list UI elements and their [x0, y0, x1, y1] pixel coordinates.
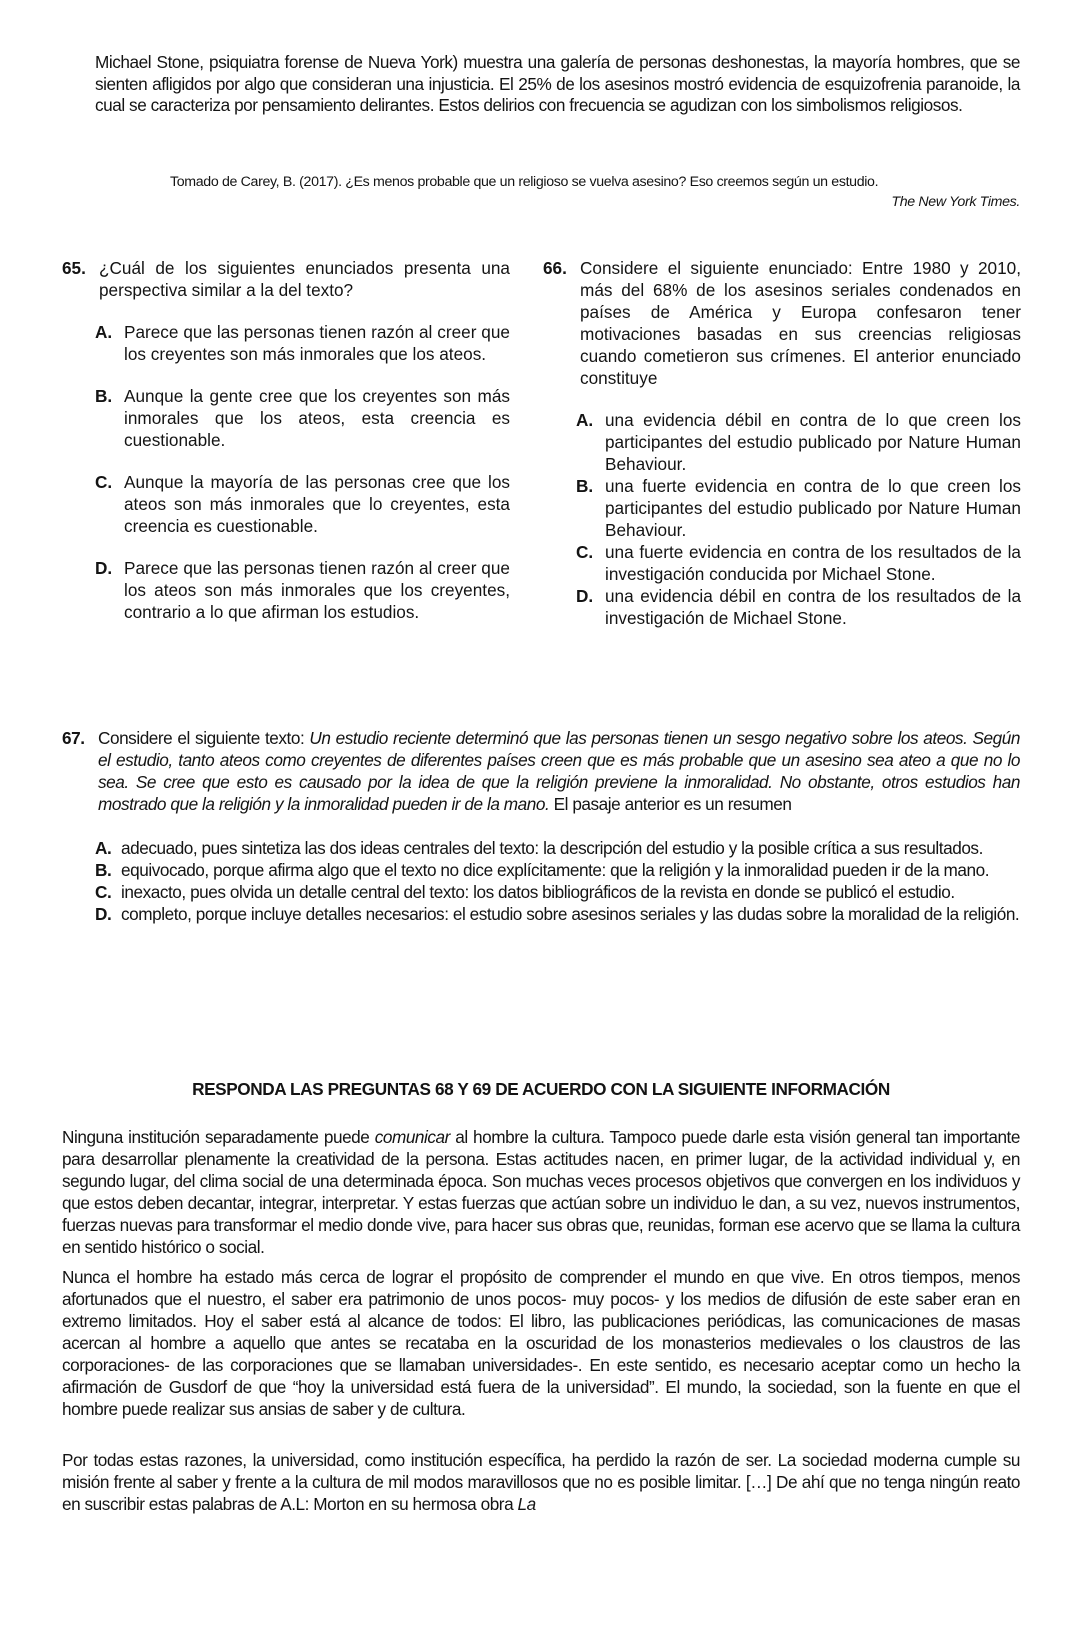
answer-option-c[interactable] — [95, 471, 510, 537]
option-label: A. — [576, 410, 594, 430]
question-number: 67. — [62, 728, 85, 748]
passage-emphasis: comunicar — [374, 1127, 450, 1147]
passage-emphasis: La — [517, 1494, 536, 1514]
option-label: B. — [576, 476, 594, 496]
option-label: C. — [576, 542, 594, 562]
answer-option-a[interactable] — [95, 837, 1020, 859]
question-67 — [62, 727, 1020, 925]
question-65 — [62, 257, 510, 643]
answer-option-a[interactable] — [95, 321, 510, 365]
option-label: D. — [95, 558, 113, 578]
option-text: Parece que las personas tienen razón al creer que los creyentes son más inmorales que los ateos. — [124, 322, 510, 364]
option-text: adecuado, pues sintetiza las dos ideas centrales del texto: la descripción del estudio y la posible crítica a sus resultados. — [121, 838, 983, 858]
answer-option-d[interactable] — [95, 903, 1020, 925]
answer-option-a[interactable] — [576, 409, 1021, 475]
citation-reference: Tomado de Carey, B. (2017). ¿Es menos probable que un religioso se vuelva asesino? Eso creemos según un estudio. — [170, 174, 879, 190]
option-label: A. — [95, 838, 112, 858]
passage-text: al hombre la cultura. Tampoco puede darle esta visión general tan importante para desarrollar plenamente la creatividad de la persona. Estas actitudes nacen, en primer lugar, de la actividad individual y, en segundo lugar, del clima social de una determinada época. Son muchas veces procesos objetivos que convergen en los individuos y que estos deben decantar, integrar, interpretar. Y estas fuerzas que actúan sobre un individuo le dan, a su vez, nuevos instrumentos, fuerzas nuevas para transformar el medio donde vive, para hacer sus obras que, reunidas, forman ese acervo que se llama la cultura en sentido histórico o social. — [62, 1127, 1020, 1257]
option-label: C. — [95, 472, 113, 492]
option-label: B. — [95, 860, 112, 880]
passage-paragraph-3 — [62, 1449, 1020, 1515]
option-text: completo, porque incluye detalles necesarios: el estudio sobre asesinos seriales y las dudas sobre la moralidad de la religión. — [121, 904, 1020, 924]
option-text: una evidencia débil en contra de lo que creen los participantes del estudio publicado por Nature Human Behaviour. — [605, 410, 1021, 474]
stem-suffix: El pasaje anterior es un resumen — [549, 794, 792, 814]
option-text: Aunque la gente cree que los creyentes son más inmorales que los ateos, esta creencia es cuestionable. — [124, 386, 510, 450]
section-heading: RESPONDA LAS PREGUNTAS 68 Y 69 DE ACUERDO CON LA SIGUIENTE INFORMACIÓN — [192, 1079, 890, 1099]
question-stem: ¿Cuál de los siguientes enunciados presenta una perspectiva similar a la del texto? — [99, 258, 510, 300]
answer-option-d[interactable] — [576, 585, 1021, 629]
intro-paragraph: Michael Stone, psiquiatra forense de Nueva York) muestra una galería de personas deshonestas, la mayoría hombres, que se sienten afligidos por algo que consideran una injusticia. El 25% de los asesinos mostró evidencia de esquizofrenia paranoide, la cual se caracteriza por pensamiento delirantes. Estos delirios con frecuencia se agudizan con los simbolismos religiosos. — [95, 52, 1020, 116]
citation — [170, 172, 1020, 212]
question-stem — [98, 727, 1020, 815]
citation-source: The New York Times. — [891, 194, 1020, 210]
passage-paragraph-2: Nunca el hombre ha estado más cerca de lograr el propósito de comprender el mundo en que vive. En otros tiempos, menos afortunados que el nuestro, el saber era patrimonio de unos pocos- muy pocos- y los medios de difusión de este saber eran en extremo limitados. Hoy el saber está al alcance de todos: El libro, las publicaciones periódicas, las comunicaciones de masas acercan al hombre a aquello que antes se recataba en la oscuridad de los monasterios medievales o los claustros de las corporaciones- de las corporaciones que se llamaban universidades-. En este sentido, es necesario aceptar como un hecho la afirmación de Gusdorf de que “hoy la universidad está fuera de la universidad”. El mundo, la sociedad, son la fuente en que el hombre puede realizar sus ansias de saber y de cultura. — [62, 1267, 1020, 1419]
question-number: 65. — [62, 258, 86, 278]
answer-option-d[interactable] — [95, 557, 510, 623]
question-number: 66. — [543, 258, 567, 278]
option-label: D. — [576, 586, 594, 606]
answer-options — [95, 837, 1020, 925]
passage-text: Ninguna institución separadamente puede — [62, 1127, 375, 1147]
answer-option-b[interactable] — [576, 475, 1021, 541]
option-label: C. — [95, 882, 112, 902]
option-text: equivocado, porque afirma algo que el texto no dice explícitamente: que la religión y la inmoralidad pueden ir de la mano. — [121, 860, 990, 880]
answer-option-c[interactable] — [576, 541, 1021, 585]
option-label: D. — [95, 904, 112, 924]
stem-quoted-text: Un estudio reciente determinó que las personas tienen un sesgo negativo sobre los ateos. Según el estudio, tanto ateos como creyentes de diferentes países creen que es más probable que un asesino sea ateo a que no lo sea. Se cree que esto es causado por la idea de que la religión previene la inmoralidad. No obstante, otros estudios han mostrado que la religión y la inmoralidad pueden ir de la mano. — [98, 728, 1020, 814]
option-text: Aunque la mayoría de las personas cree que los ateos son más inmorales que lo creyentes, esta creencia es cuestionable. — [124, 472, 510, 536]
option-text: Parece que las personas tienen razón al creer que los ateos son más inmorales que los creyentes, contrario a lo que afirman los estudios. — [124, 558, 510, 622]
answer-option-b[interactable] — [95, 385, 510, 451]
question-stem: Considere el siguiente enunciado: Entre 1980 y 2010, más del 68% de los asesinos seriales condenados en países de América y Europa confesaron tener motivaciones basadas en sus creencias religiosas cuando cometieron sus crímenes. El anterior enunciado constituye — [580, 258, 1021, 388]
answer-option-c[interactable] — [95, 881, 1020, 903]
answer-options — [95, 321, 510, 623]
stem-prefix: Considere el siguiente texto: — [98, 728, 310, 748]
passage-text: Por todas estas razones, la universidad, como institución específica, ha perdido la razón de ser. La sociedad moderna cumple su misión frente al saber y frente a la cultura de mil modos maravillosos que no es posible limitar. […] De ahí que no tenga ningún reato en suscribir estas palabras de A.L: Morton en su hermosa obra — [62, 1450, 1020, 1514]
option-text: una fuerte evidencia en contra de los resultados de la investigación conducida por Michael Stone. — [605, 542, 1021, 584]
answer-option-b[interactable] — [95, 859, 1020, 881]
option-label: B. — [95, 386, 113, 406]
question-66 — [543, 257, 1021, 629]
option-text: inexacto, pues olvida un detalle central del texto: los datos bibliográficos de la revista en donde se publicó el estudio. — [121, 882, 955, 902]
option-text: una evidencia débil en contra de los resultados de la investigación de Michael Stone. — [605, 586, 1021, 628]
option-text: una fuerte evidencia en contra de lo que creen los participantes del estudio publicado por Nature Human Behaviour. — [605, 476, 1021, 540]
passage-paragraph-1 — [62, 1126, 1020, 1258]
option-label: A. — [95, 322, 113, 342]
answer-options — [576, 409, 1021, 629]
